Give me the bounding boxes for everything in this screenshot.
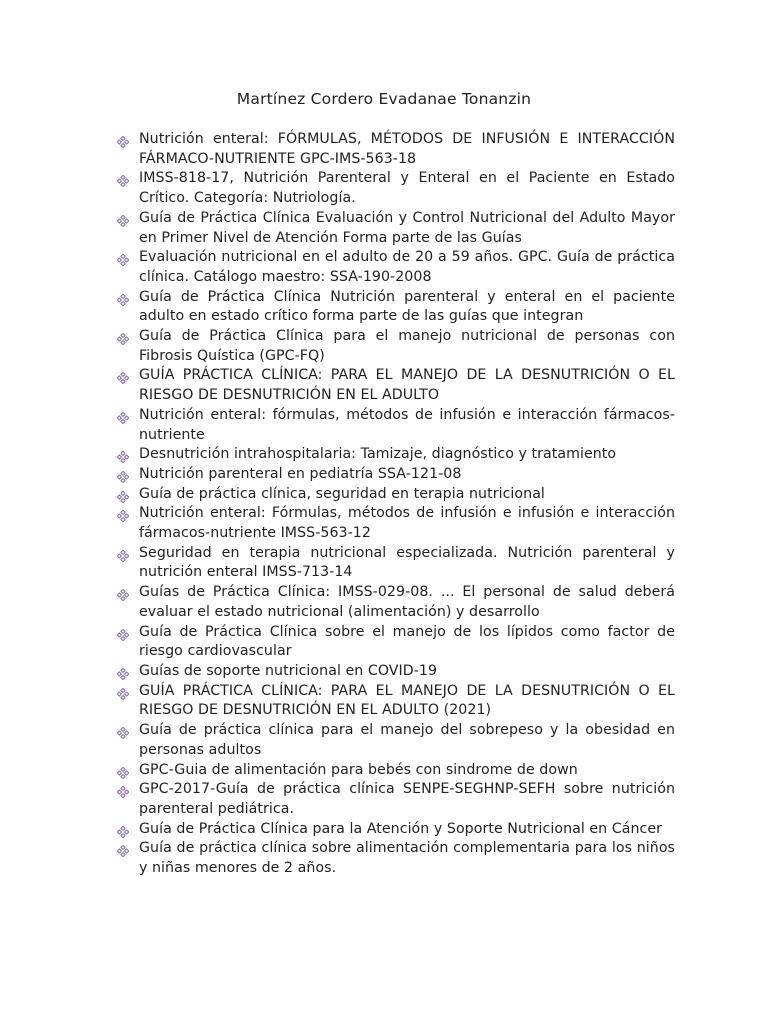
list-item — [117, 780, 675, 819]
diamond-bullet-icon — [117, 215, 129, 227]
list-item — [117, 583, 675, 622]
list-item-text: Guía de Práctica Clínica Nutrición parenteral y enteral en el paciente adulto en estado crítico forma parte de las guías que integran — [139, 288, 675, 325]
list-item — [117, 130, 675, 169]
diamond-bullet-icon — [117, 845, 129, 857]
diamond-bullet-icon — [117, 826, 129, 838]
diamond-bullet-icon — [117, 333, 129, 345]
author-name: Martínez Cordero Evadanae Tonanzin — [236, 90, 532, 108]
list-item-text: Guía de Práctica Clínica Evaluación y Control Nutricional del Adulto Mayor en Primer Nivel de Atención Forma parte de las Guías — [139, 209, 675, 246]
list-item — [117, 820, 675, 840]
list-item-text: Seguridad en terapia nutricional especializada. Nutrición parenteral y nutrición enteral IMSS-713-14 — [139, 544, 675, 581]
list-item — [117, 544, 675, 583]
list-item — [117, 445, 675, 465]
list-item-text: Guía de práctica clínica, seguridad en terapia nutricional — [139, 485, 545, 502]
diamond-bullet-icon — [117, 629, 129, 641]
list-item — [117, 169, 675, 208]
diamond-bullet-icon — [117, 451, 129, 463]
list-item — [117, 623, 675, 662]
list-item-text: Nutrición enteral: fórmulas, métodos de infusión e interacción fármacos-nutriente — [139, 406, 675, 443]
list-item-text: Nutrición enteral: Fórmulas, métodos de infusión e infusión e interacción fármacos-nutriente IMSS-563-12 — [139, 505, 675, 542]
list-item — [117, 839, 675, 878]
list-item-text: Guía de práctica clínica para el manejo del sobrepeso y la obesidad en personas adultos — [139, 722, 675, 758]
list-item-text: GUÍA PRÁCTICA CLÍNICA: PARA EL MANEJO DE LA DESNUTRICIÓN O EL RIESGO DE DESNUTRICIÓN EN EL ADULTO (2021) — [139, 682, 675, 719]
list-item-text: Guías de Práctica Clínica: IMSS-029-08. ... El personal de salud deberá evaluar el estado nutricional (alimentación) y desarrollo — [139, 584, 675, 620]
list-item — [117, 504, 675, 543]
list-item-text: GPC-2017-Guía de práctica clínica SENPE-SEGHNP-SEFH sobre nutrición parenteral pediátrica. — [139, 781, 675, 817]
list-item — [117, 662, 675, 682]
list-item — [117, 209, 675, 248]
list-item — [117, 406, 675, 445]
diamond-bullet-icon — [117, 175, 129, 187]
list-item-text: Guía de práctica clínica sobre alimentación complementaria para los niños y niñas menores de 2 años. — [139, 840, 675, 877]
list-item — [117, 288, 675, 327]
list-item-text: GPC-Guia de alimentación para bebés con sindrome de down — [139, 761, 578, 778]
diamond-bullet-icon — [117, 491, 129, 503]
diamond-bullet-icon — [117, 294, 129, 306]
diamond-bullet-icon — [117, 136, 129, 148]
diamond-bullet-icon — [117, 589, 129, 601]
list-item-text: Guía de Práctica Clínica sobre el manejo de los lípidos como factor de riesgo cardiovascular — [139, 623, 675, 660]
diamond-bullet-icon — [117, 688, 129, 700]
list-item-text: Nutrición enteral: FÓRMULAS, MÉTODOS DE INFUSIÓN E INTERACCIÓN FÁRMACO-NUTRIENTE GPC-IMS-563-18 — [139, 131, 675, 167]
list-item-text: GUÍA PRÁCTICA CLÍNICA: PARA EL MANEJO DE LA DESNUTRICIÓN O EL RIESGO DE DESNUTRICIÓN EN EL ADULTO — [139, 367, 675, 404]
diamond-bullet-icon — [117, 550, 129, 562]
list-item — [117, 682, 675, 721]
list-item-text: IMSS-818-17, Nutrición Parenteral y Enteral en el Paciente en Estado Crítico. Categoría: Nutriología. — [139, 170, 675, 207]
diamond-bullet-icon — [117, 254, 129, 266]
list-item-text: Guía de Práctica Clínica para la Atención y Soporte Nutricional en Cáncer — [139, 820, 663, 837]
list-item-text: Guías de soporte nutricional en COVID-19 — [139, 662, 438, 679]
list-item — [117, 721, 675, 760]
diamond-bullet-icon — [117, 471, 129, 483]
list-item-text: Guía de Práctica Clínica para el manejo nutricional de personas con Fibrosis Quística (GPC-FQ) — [139, 328, 675, 364]
diamond-bullet-icon — [117, 510, 129, 522]
list-item-text: Nutrición parenteral en pediatría SSA-121-08 — [139, 465, 462, 482]
list-item — [117, 465, 675, 485]
list-item — [117, 485, 675, 505]
list-item-text: Desnutrición intrahospitalaria: Tamizaje, diagnóstico y tratamiento — [139, 446, 617, 463]
diamond-bullet-icon — [117, 786, 129, 798]
list-item — [117, 248, 675, 287]
diamond-bullet-icon — [117, 412, 129, 424]
diamond-bullet-icon — [117, 727, 129, 739]
list-item — [117, 761, 675, 781]
diamond-bullet-icon — [117, 767, 129, 779]
diamond-bullet-icon — [117, 372, 129, 384]
reference-list — [117, 130, 675, 879]
diamond-bullet-icon — [117, 668, 129, 680]
list-item — [117, 327, 675, 366]
list-item — [117, 366, 675, 405]
list-item-text: Evaluación nutricional en el adulto de 20 a 59 años. GPC. Guía de práctica clínica. Catálogo maestro: SSA-190-2008 — [139, 249, 675, 285]
